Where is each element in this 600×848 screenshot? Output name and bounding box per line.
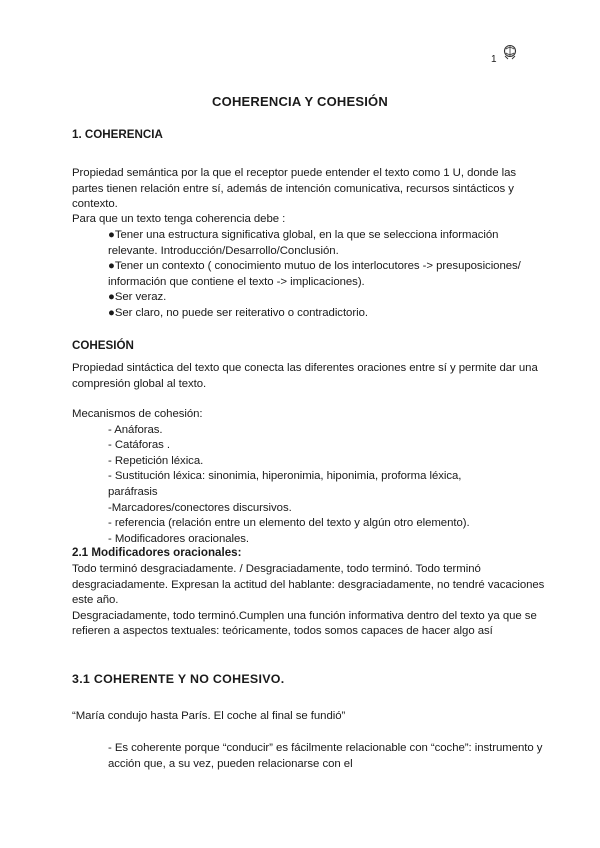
example-quote: “María condujo hasta París. El coche al final se fundió” [72, 710, 346, 722]
list-item: ●Tener un contexto ( conocimiento mutuo de los interlocutores -> presuposiciones/ información que contiene el texto -> implicaciones). [108, 260, 521, 288]
list-item: ●Ser claro, no puede ser reiterativo o contradictorio. [108, 306, 368, 319]
list-item: ●Tener una estructura significativa global, en la que se selecciona información relevante. Introducción/Desarrollo/Conclusión. [108, 229, 499, 257]
list-item: - referencia (relación entre un elemento del texto y algún otro elemento). [108, 517, 470, 530]
page-title: COHERENCIA Y COHESIÓN [212, 94, 388, 109]
coherencia-bullet-list [108, 228, 538, 322]
section-heading-coherencia: 1. COHERENCIA [72, 128, 163, 141]
page-number: 1 [491, 54, 497, 65]
cohesion-mechanisms-list [72, 407, 542, 547]
list-item: - Catáforas . [108, 439, 171, 452]
mechanisms-label: Mecanismos de cohesión: [72, 408, 203, 420]
list-item: - Anáforas. [108, 423, 163, 436]
list-item: - Repetición léxica. [108, 454, 204, 467]
coherente-explanation: - Es coherente porque “conducir” es fácilmente relacionable con “coche”: instrumento y acción que, a su vez, pueden relacionarse con el [108, 742, 543, 770]
modificadores-text [72, 562, 552, 640]
list-item: paráfrasis [108, 485, 158, 498]
modificadores-paragraph-2: Desgraciadamente, todo terminó.Cumplen una función informativa dentro del texto ya que se refieren a aspectos textuales: teóricamente, todos somos capaces de hacer algo así [72, 609, 537, 638]
cohesion-definition: Propiedad sintáctica del texto que conecta las diferentes oraciones entre sí y permite dar una compresión global al texto. [72, 362, 538, 390]
coherencia-lead: Para que un texto tenga coherencia debe : [72, 213, 286, 225]
list-item: - Sustitución léxica: sinonimia, hiperonimia, hiponimia, proforma léxica, [108, 470, 462, 483]
list-item: -Marcadores/conectores discursivos. [108, 501, 292, 514]
coherencia-definition: Propiedad semántica por la que el receptor puede entender el texto como 1 U, donde las partes tienen relación entre sí, además de intención comunicativa, recursos sintácticos y contexto. [72, 167, 517, 211]
logo-icon [502, 43, 518, 61]
section-heading-cohesion: COHESIÓN [72, 339, 134, 352]
list-item: ●Ser veraz. [108, 291, 167, 304]
subsection-heading-modificadores: 2.1 Modificadores oracionales: [72, 546, 242, 559]
list-item: - Modificadores oracionales. [108, 532, 250, 545]
modificadores-paragraph-1: Todo terminó desgraciadamente. / Desgraciadamente, todo terminó. Todo terminó desgraciadamente. Expresan la actitud del hablante: desgraciadamente, no tendré vacaciones este año. [72, 563, 545, 607]
subsection-heading-coherente-no-cohesivo: 3.1 COHERENTE Y NO COHESIVO. [72, 672, 285, 686]
